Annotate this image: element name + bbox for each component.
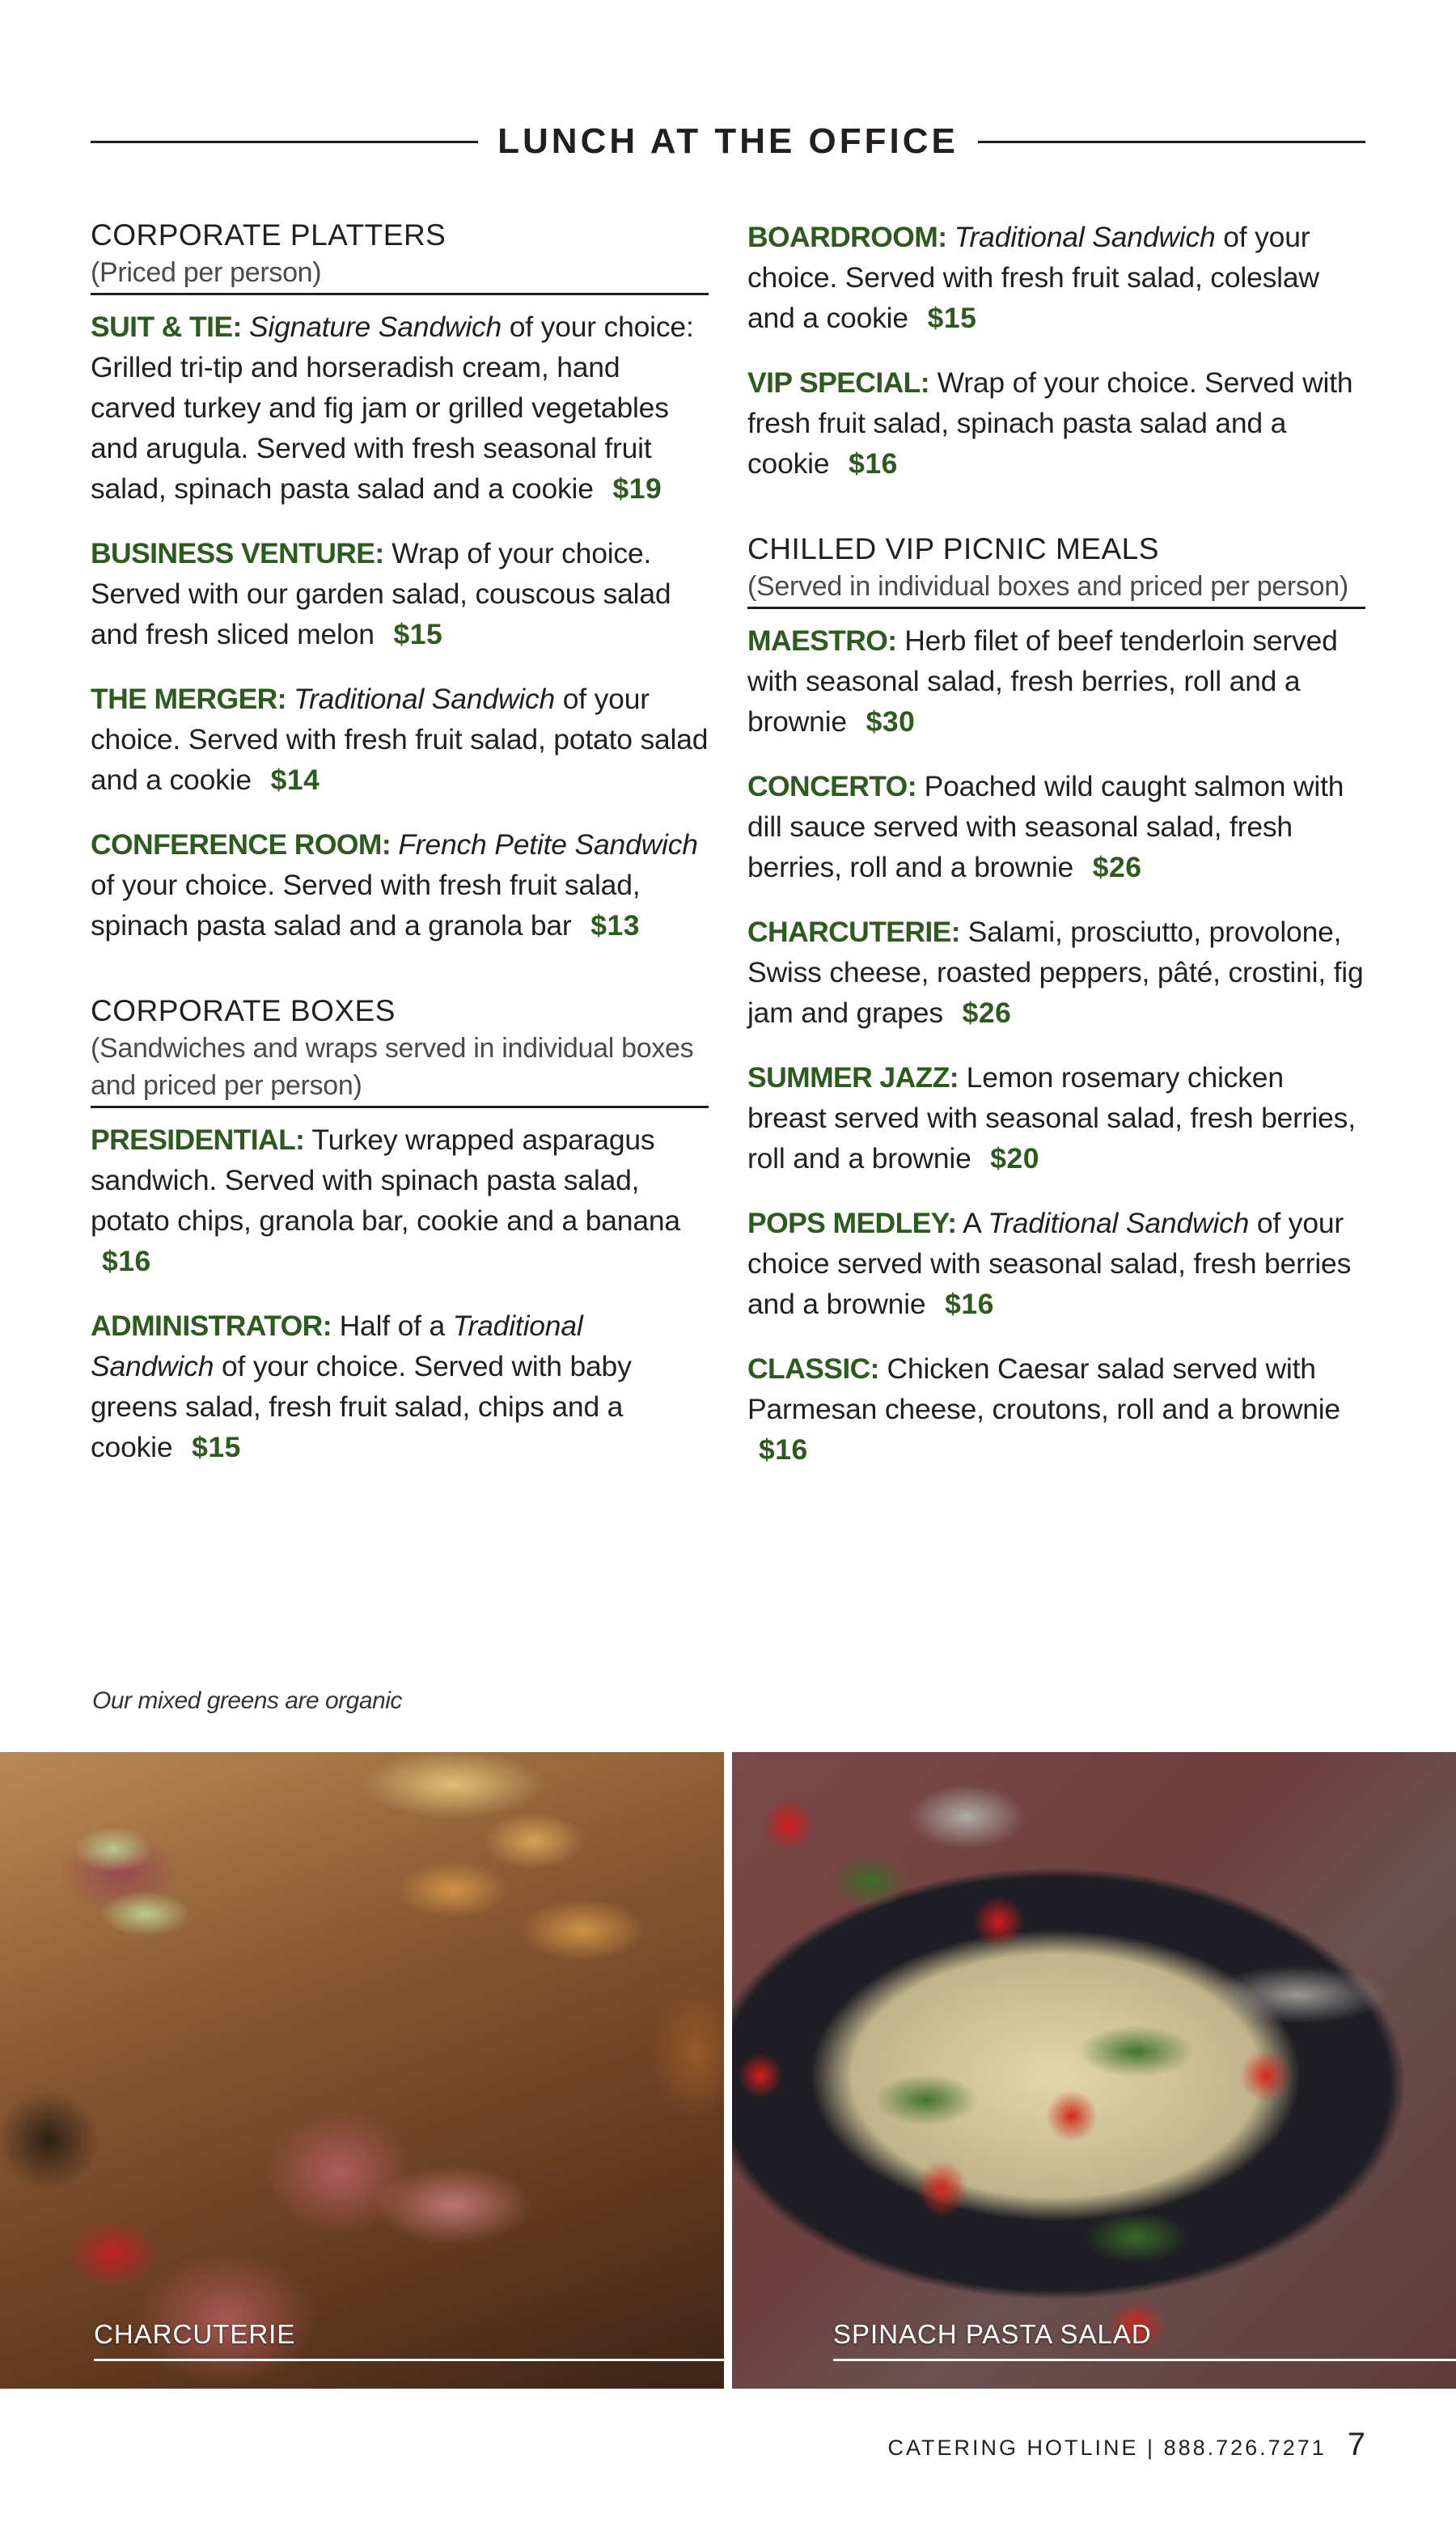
item-name: PRESIDENTIAL:: [91, 1124, 305, 1156]
item-name: SUMMER JAZZ:: [747, 1061, 959, 1094]
item-name: BUSINESS VENTURE:: [91, 537, 384, 569]
item-price: $15: [192, 1431, 241, 1463]
item-name: THE MERGER:: [91, 683, 294, 715]
item-description: of your choice served with seasonal salad, fresh berries and a brownie: [747, 1207, 1352, 1320]
section-divider: [747, 607, 1365, 609]
item-description: Wrap of your choice. Served with our garden salad, couscous salad and fresh sliced melon: [91, 537, 671, 650]
item-description: of your choice: Grilled tri-tip and horseradish cream, hand carved turkey and fig jam or grilled vegetables and arugula. Served with fresh seasonal fruit salad, spinach pasta salad and a cookie: [91, 311, 694, 505]
section-subheading: (Served in individual boxes and priced per person): [747, 571, 1348, 602]
menu-item-summer-jazz: [747, 1057, 1365, 1179]
item-price: $15: [393, 618, 443, 650]
section-spacer: [91, 946, 709, 993]
item-description: Wrap of your choice. Served with fresh fruit salad, spinach pasta salad and a cookie: [747, 366, 1353, 480]
item-price: $20: [990, 1142, 1040, 1175]
item-description-prefix: Half of a: [331, 1310, 453, 1342]
item-sandwich-type: Traditional Sandwich: [988, 1207, 1250, 1239]
caption-underline: [833, 2359, 1456, 2361]
page-title: LUNCH AT THE OFFICE: [497, 121, 959, 161]
item-price: $19: [612, 472, 662, 505]
menu-item-maestro: [747, 620, 1365, 742]
section-heading: CHILLED VIP PICNIC MEALS: [747, 532, 1159, 565]
right-column: [747, 217, 1365, 1470]
section-spacer: [747, 484, 1365, 531]
item-price: $16: [759, 1433, 808, 1466]
photo-caption: SPINACH PASTA SALAD: [833, 2319, 1152, 2349]
menu-item-conference-room: [91, 824, 709, 946]
item-name: SUIT & TIE:: [91, 311, 249, 343]
section-subheading: (Sandwiches and wraps served in individual boxes and priced per person): [91, 1033, 694, 1101]
section-chilled-vip-picnic-meals: [747, 531, 1365, 1470]
item-price: $26: [1092, 851, 1142, 883]
item-name: CONCERTO:: [747, 770, 916, 802]
item-name: POPS MEDLEY:: [747, 1207, 957, 1239]
item-sandwich-type: Traditional Sandwich: [294, 683, 556, 715]
section-corporate-boxes: [91, 993, 709, 1467]
item-name: CHARCUTERIE:: [747, 916, 960, 948]
left-column: [91, 217, 709, 1467]
charcuterie-photo: [0, 1752, 724, 2389]
menu-item-classic: [747, 1348, 1365, 1470]
section-corporate-platters: [91, 217, 709, 946]
section-divider: [91, 293, 709, 295]
spinach-pasta-salad-photo: [732, 1752, 1456, 2389]
item-price: $13: [590, 909, 640, 942]
menu-item-suit-and-tie: [91, 307, 709, 509]
item-name: CLASSIC:: [747, 1352, 879, 1385]
menu-item-the-merger: [91, 679, 709, 800]
section-subheading: (Priced per person): [91, 257, 322, 288]
item-sandwich-type: Traditional Sandwich: [91, 1310, 583, 1382]
menu-item-business-venture: [91, 533, 709, 654]
item-name: VIP SPECIAL:: [747, 366, 929, 399]
item-price: $16: [102, 1245, 151, 1277]
item-description: of your choice. Served with fresh fruit salad, potato salad and a cookie: [91, 683, 709, 796]
item-description: Chicken Caesar salad served with Parmesan cheese, croutons, roll and a brownie: [747, 1352, 1340, 1425]
item-description: Turkey wrapped asparagus sandwich. Served with spinach pasta salad, potato chips, granola bar, cookie and a banana: [91, 1124, 680, 1237]
menu-item-boardroom: [747, 217, 1365, 338]
menu-item-administrator: [91, 1306, 709, 1467]
item-sandwich-type: French Petite Sandwich: [398, 828, 698, 861]
item-sandwich-type: Signature Sandwich: [248, 311, 502, 343]
item-price: $16: [945, 1288, 994, 1320]
item-description: of your choice. Served with baby greens salad, fresh fruit salad, chips and a cookie: [91, 1350, 632, 1463]
item-price: $14: [270, 764, 320, 796]
item-price: $30: [866, 705, 916, 738]
menu-item-concerto: [747, 766, 1365, 887]
section-divider: [91, 1106, 709, 1108]
title-rule-left: [91, 141, 478, 143]
item-description: Herb filet of beef tenderloin served with seasonal salad, fresh berries, roll and a brownie: [747, 624, 1338, 738]
catering-hotline: CATERING HOTLINE | 888.726.7271: [887, 2436, 1327, 2460]
item-description: of your choice. Served with fresh fruit salad, spinach pasta salad and a granola bar: [91, 869, 641, 942]
item-description-prefix: A: [956, 1207, 988, 1239]
section-heading: CORPORATE BOXES: [91, 994, 396, 1027]
menu-item-presidential: [91, 1120, 709, 1281]
menu-item-vip-special: [747, 362, 1365, 484]
item-name: CONFERENCE ROOM:: [91, 828, 399, 861]
item-price: $15: [927, 302, 977, 334]
item-price: $16: [849, 447, 898, 480]
caption-underline: [94, 2359, 724, 2361]
item-name: BOARDROOM:: [747, 221, 954, 253]
menu-item-charcuterie: [747, 912, 1365, 1033]
item-description: Poached wild caught salmon with dill sauce served with seasonal salad, fresh berries, roll and a brownie: [747, 770, 1344, 883]
item-name: ADMINISTRATOR:: [91, 1310, 332, 1342]
title-rule-right: [978, 141, 1365, 143]
photo-caption: CHARCUTERIE: [94, 2319, 296, 2349]
page-header: [91, 121, 1365, 162]
section-heading: CORPORATE PLATTERS: [91, 218, 447, 252]
item-description: Salami, prosciutto, provolone, Swiss cheese, roasted peppers, pâté, crostini, fig jam and grapes: [747, 916, 1364, 1029]
item-name: MAESTRO:: [747, 624, 897, 657]
item-price: $26: [962, 997, 1012, 1029]
page-footer: [888, 2427, 1365, 2463]
page-number: 7: [1347, 2427, 1365, 2462]
item-description: Lemon rosemary chicken breast served with seasonal salad, fresh berries, roll and a brownie: [747, 1061, 1356, 1175]
organic-greens-note: Our mixed greens are organic: [92, 1687, 402, 1714]
menu-item-pops-medley: [747, 1203, 1365, 1324]
item-sandwich-type: Traditional Sandwich: [954, 221, 1216, 253]
item-description: of your choice. Served with fresh fruit salad, coleslaw and a cookie: [747, 221, 1319, 334]
